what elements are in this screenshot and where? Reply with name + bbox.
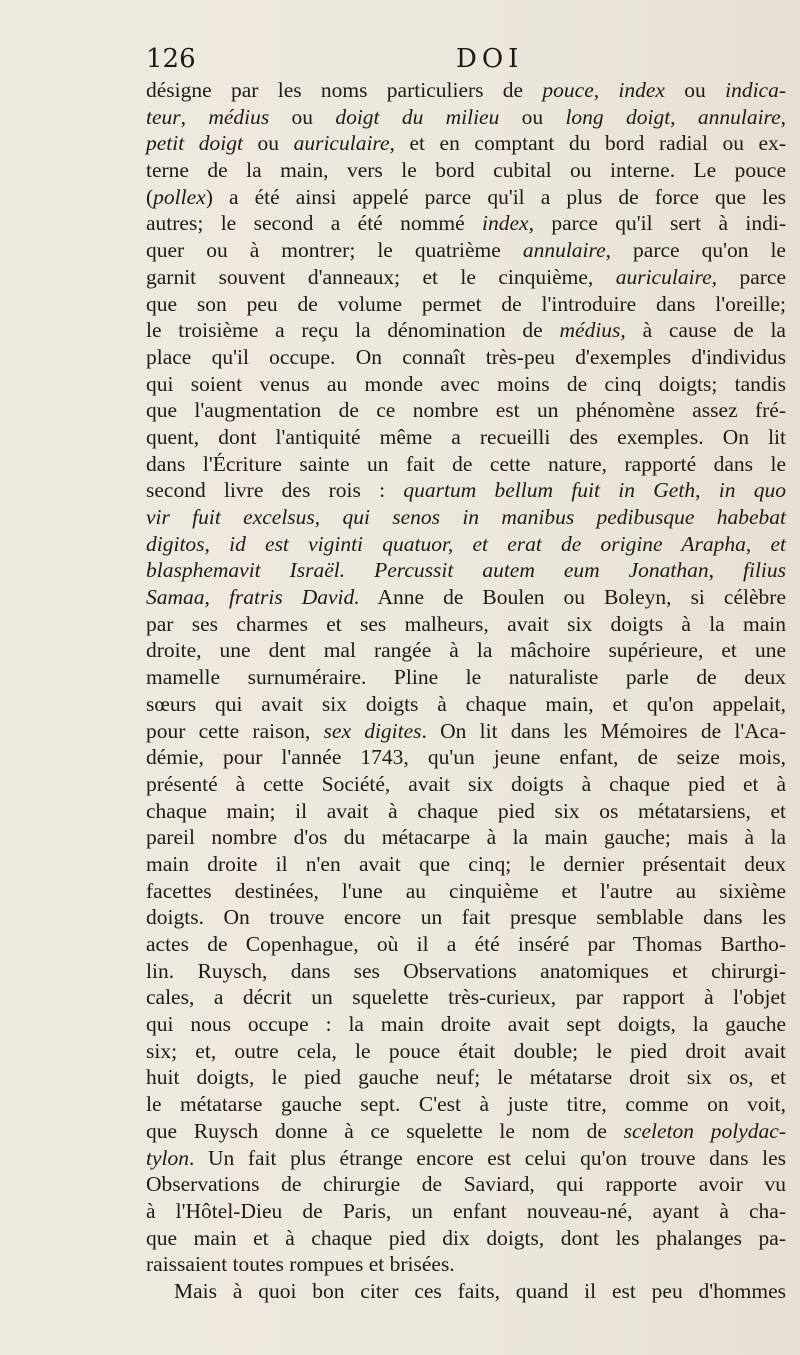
text-segment: ,	[745, 531, 771, 556]
italic-text: in quo	[718, 478, 786, 503]
text-line	[146, 1171, 786, 1198]
text-segment: autres; le second a été nommé	[146, 211, 483, 236]
text-segment: présenté à cette Société, avait six doigts à chaque pied et à	[146, 771, 786, 796]
italic-text: quartum bellum fuit in Geth	[403, 478, 696, 503]
text-segment: quer ou à montrer; le quatrième	[146, 238, 523, 263]
text-segment: raissaient toutes rompues et brisées.	[146, 1252, 455, 1277]
text-line	[146, 344, 786, 371]
italic-text: annulaire	[697, 104, 781, 129]
italic-text: annulaire	[522, 238, 606, 263]
text-line	[146, 798, 786, 825]
italic-text: petit doigt	[146, 131, 243, 156]
text-segment: , parce qu'il sert à indi-	[528, 211, 786, 236]
text-line	[146, 1251, 786, 1278]
text-line	[146, 1278, 786, 1305]
text-segment: ou	[499, 104, 566, 129]
text-segment: que Ruysch donne à ce squelette le nom de	[146, 1118, 624, 1143]
text-segment: ,	[180, 104, 209, 129]
text-segment: Observations de chirurgie de Saviard, qui rapporte avoir vu	[146, 1172, 786, 1197]
text-segment: facettes destinées, l'une au cinquième et l'autre au sixième	[146, 878, 786, 903]
text-segment: ou	[242, 131, 294, 156]
text-segment: dans l'Écriture sainte un fait de cette nature, rapporté dans le	[146, 451, 786, 476]
text-segment: que l'augmentation de ce nombre est un phénomène assez fré-	[146, 398, 786, 423]
text-segment: six; et, outre cela, le pouce était double; le pied droit avait	[146, 1038, 786, 1063]
italic-text: long doigt	[565, 104, 671, 129]
page-header	[146, 44, 778, 74]
text-segment: à l'Hôtel-Dieu de Paris, un enfant nouveau-né, ayant à cha-	[146, 1198, 786, 1223]
text-segment: ,	[695, 478, 719, 503]
italic-text: et erat de origine Arapha	[472, 531, 746, 556]
text-line	[146, 291, 786, 318]
italic-text: médius,	[559, 318, 626, 343]
italic-text: digitos	[146, 531, 205, 556]
text-segment: le troisième a reçu la dénomination de	[146, 318, 560, 343]
italic-text: médius	[208, 104, 270, 129]
text-line	[146, 77, 786, 104]
text-line	[146, 984, 786, 1011]
text-line	[146, 878, 786, 905]
text-segment: chaque main; il avait à chaque pied six os métatarsiens, et	[146, 798, 786, 823]
text-segment: ,	[204, 585, 229, 610]
text-line	[146, 104, 786, 131]
text-line	[146, 718, 786, 745]
text-line	[146, 611, 786, 638]
italic-text: sceleton polydac-	[623, 1118, 786, 1143]
text-line	[146, 157, 786, 184]
text-line	[146, 1064, 786, 1091]
text-segment: . Un fait plus étrange encore est celui qu'on trouve dans les	[189, 1145, 786, 1170]
text-segment: second livre des rois :	[146, 478, 404, 503]
text-segment: que son peu de volume permet de l'introduire dans l'oreille;	[146, 291, 786, 316]
text-line	[146, 904, 786, 931]
text-line	[146, 958, 786, 985]
text-segment: . On lit dans les Mémoires de l'Aca-	[421, 718, 786, 743]
italic-text: qui senos in manibus pedibusque habebat	[342, 505, 786, 529]
text-line	[146, 1091, 786, 1118]
italic-text: filius	[743, 558, 787, 583]
text-segment: mamelle surnuméraire. Pline le naturaliste parle de deux	[146, 665, 786, 690]
text-line	[146, 851, 786, 878]
text-segment: ou	[664, 78, 726, 102]
text-segment: que main et à chaque pied dix doigts, dont les phalanges pa-	[146, 1225, 786, 1250]
text-line	[146, 504, 786, 531]
text-line	[146, 691, 786, 718]
text-segment: ,	[204, 531, 230, 556]
text-segment: ou	[269, 104, 336, 129]
italic-text: index	[482, 211, 529, 236]
text-segment: quent, dont l'antiquité même a recueilli des exemples. On lit	[146, 424, 786, 449]
text-line	[146, 264, 786, 291]
text-line	[146, 237, 786, 264]
text-segment: et en comptant du bord radial ou ex-	[394, 131, 786, 156]
text-segment: place qu'il occupe. On connaît très-peu d'exemples d'individus	[146, 344, 786, 369]
text-line	[146, 210, 786, 237]
text-line	[146, 531, 786, 558]
text-segment: à cause de la	[625, 318, 786, 343]
text-segment: , parce	[711, 264, 786, 289]
text-segment	[453, 532, 472, 556]
italic-text: id est viginti quatuor,	[229, 531, 454, 556]
italic-text: sex digites	[323, 718, 422, 743]
text-line	[146, 1145, 786, 1172]
text-line	[146, 424, 786, 451]
text-segment: ,	[780, 104, 787, 129]
text-line	[146, 744, 786, 771]
text-segment: qui soient venus au monde avec moins de cinq doigts; tandis	[146, 371, 786, 396]
text-segment: sœurs qui avait six doigts à chaque main, et qu'on appelait,	[146, 691, 786, 716]
italic-text: tylon	[146, 1145, 189, 1170]
italic-text: indica-	[725, 78, 786, 102]
italic-text: pouce, index	[542, 78, 665, 102]
italic-text: auriculaire,	[293, 131, 395, 156]
italic-text: vir fuit excelsus	[146, 505, 315, 529]
text-segment: droite, une dent mal rangée à la mâchoire supérieure, et une	[146, 638, 786, 663]
text-line	[146, 664, 786, 691]
text-line	[146, 1198, 786, 1225]
text-segment: garnit souvent d'anneaux; et le cinquième,	[146, 264, 616, 289]
italic-text: fratris David.	[228, 585, 360, 610]
text-line	[146, 477, 786, 504]
text-segment: pareil nombre d'os du métacarpe à la main gauche; mais à la	[146, 825, 786, 850]
running-head: DOI	[456, 44, 524, 74]
text-line	[146, 637, 786, 664]
text-segment: démie, pour l'année 1743, qu'un jeune enfant, de seize mois,	[146, 745, 786, 770]
text-segment: Mais à quoi bon citer ces faits, quand il est peu d'hommes	[174, 1278, 786, 1303]
text-segment: actes de Copenhague, où il a été inséré par Thomas Bartho-	[146, 932, 786, 956]
text-line	[146, 1038, 786, 1065]
text-line	[146, 931, 786, 958]
text-line	[146, 1225, 786, 1252]
italic-text: doigt du milieu	[335, 104, 500, 129]
text-line	[146, 184, 786, 211]
text-line	[146, 824, 786, 851]
page-number: 126	[146, 44, 196, 74]
text-segment: doigts. On trouve encore un fait presque semblable dans les	[146, 905, 786, 930]
italic-text: et	[770, 531, 786, 556]
text-line	[146, 1118, 786, 1145]
text-segment: pour cette raison,	[146, 718, 324, 743]
italic-text: Samaa	[146, 585, 205, 610]
text-line	[146, 371, 786, 398]
italic-text: blasphemavit Israël. Percussit autem eum Jonathan	[146, 558, 709, 583]
text-segment: (	[146, 184, 154, 209]
italic-text: pollex	[153, 184, 206, 209]
text-segment: ,	[670, 104, 698, 129]
text-line	[146, 130, 786, 157]
text-segment: par ses charmes et ses malheurs, avait six doigts à la main	[146, 611, 786, 636]
text-line	[146, 557, 786, 584]
text-segment: , parce qu'on le	[605, 238, 786, 263]
italic-text: auriculaire	[615, 264, 712, 289]
text-line	[146, 397, 786, 424]
text-line	[146, 1011, 786, 1038]
text-segment: main droite il n'en avait que cinq; le dernier présentait deux	[146, 851, 786, 876]
text-segment: ,	[708, 558, 743, 583]
text-segment: huit doigts, le pied gauche neuf; le métatarse droit six os, et	[146, 1065, 786, 1090]
body-text	[146, 77, 786, 1305]
text-segment: terne de la main, vers le bord cubital ou interne. Le pouce	[146, 158, 786, 183]
text-segment: le métatarse gauche sept. C'est à juste titre, comme on voit,	[146, 1092, 786, 1117]
text-segment: lin. Ruysch, dans ses Observations anatomiques et chirurgi-	[146, 958, 786, 983]
italic-text: teur	[146, 104, 181, 129]
text-segment: ) a été ainsi appelé parce qu'il a plus de force que les	[205, 184, 786, 209]
text-line	[146, 584, 786, 611]
text-segment: désigne par les noms particuliers de	[146, 78, 543, 102]
text-segment: cales, a décrit un squelette très-curieux, par rapport à l'objet	[146, 985, 786, 1010]
text-line	[146, 771, 786, 798]
text-line	[146, 317, 786, 344]
text-segment: Anne de Boulen ou Boleyn, si célèbre	[359, 585, 786, 610]
text-segment: ,	[314, 505, 343, 529]
text-segment: qui nous occupe : la main droite avait sept doigts, la gauche	[146, 1012, 786, 1037]
text-line	[146, 451, 786, 478]
